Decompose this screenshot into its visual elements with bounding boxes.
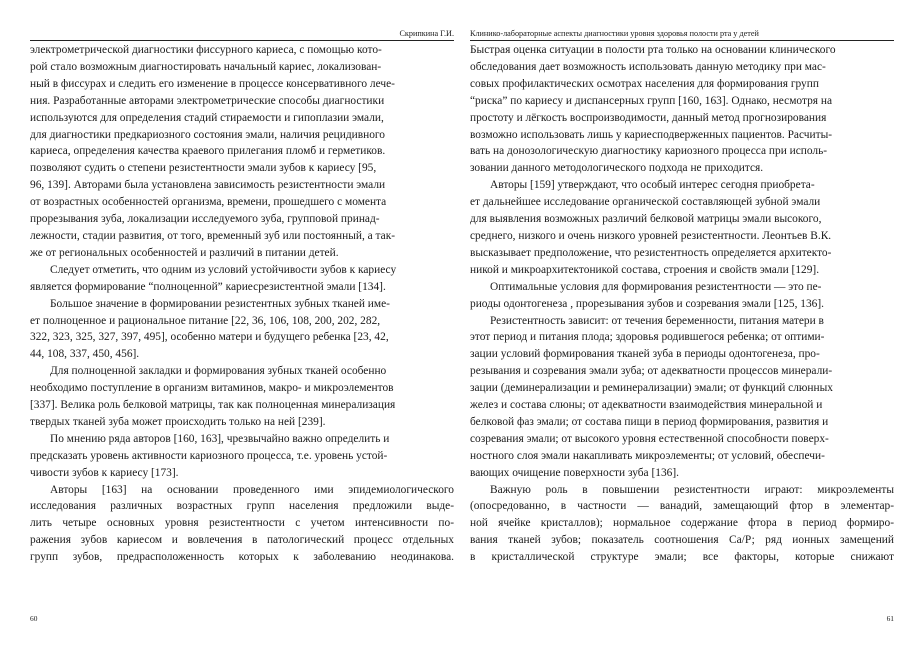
running-head-title: Клинико-лабораторные аспекты диагностики уровня здоровья полости рта у детей <box>470 29 894 41</box>
paragraph: Для полноценной закладки и формирования зубных тканей особенно необходимо поступление в организм витаминов, макро- и микроэлементов [337]. Велика роль белковой матрицы, так как полноценная минерализация твердых тканей зуба может происходить только на ней [239]. <box>30 365 396 428</box>
page-number: 60 <box>30 614 38 623</box>
paragraph: электрометрической диагностики фиссурного кариеса, с помощью кото- рой стало возможным диагностировать начальный кариес, локализован- ный в фиссурах и следить его изменение в процессе консервативного лече- ния. Разработанные авторами электрометрические способы диагностики используются для определения стадий стираемости и гипоплазии эмали, для диагностики предкариозного состояния эмали, наличия рецидивного кариеса, определения качества краевого прилегания пломб и герметиков. позволяют судить о степени резистентности эмали зубов к кариесу [95, 96, 139]. Авторами была установлена зависимость резистентности эмали от возрастных особенностей организма, времени, прошедшего с момента прорезывания зуба, локализации исследуемого зуба, групповой принад- лежности, стадии развития, от того, временный зуб или постоянный, а так- же от региональных особенностей и различий в питании детей. <box>30 44 396 259</box>
paragraph: По мнению ряда авторов [160, 163], чрезвычайно важно определить и предсказать уровень активности кариозного процесса, т.е. уровень устой- чивости зубов к кариесу [173]. <box>30 432 390 479</box>
page-number: 61 <box>886 614 894 623</box>
paragraph: Большое значение в формировании резистентных зубных тканей име- ет полноценное и рациональное питание [22, 36, 106, 108, 200, 202, 282, 322, 323, 325, 327, 397, 495], особенно матери и будущего ребенка [23, 42, 44, 108, 337, 450, 456]. <box>30 297 390 361</box>
paragraph: Резистентность зависит: от течения беременности, питания матери в этот период и питания плода; здоровья родившегося ребенка; от оптими- зации условий формирования тканей зуба в периоды одонтогенеза, про- резывания и созревания эмали зуба; от адекватности процессов минерали- зации (деминерализации и реминерализации) эмали; от функций слюнных желез и состава слюны; от адекватности взаимодействия минеральной и белковой фаз эмали; от состава пищи в период формирования, развития и созревания эмали; от высокого уровня естественной способности поверх- ностного слоя эмали накапливать микроэлементы; от условий, обеспечи- вающих очищение поверхности зуба [136]. <box>470 314 833 479</box>
left-page <box>30 0 454 650</box>
left-page-body <box>30 42 454 566</box>
paragraph: Оптимальные условия для формирования резистентности — это пе- риоды одонтогенеза , прорезывания зубов и созревания эмали [125, 136]. <box>470 280 825 310</box>
paragraph: Авторы [159] утверждают, что особый интерес сегодня приобрета- ет дальнейшее исследование органической составляющей зубной эмали для выявления возможных различий белковой матрицы эмали высокого, среднего, низкого и очень низкого уровней резистентности. Леонтьев В.К. высказывает предположение, что резистентность определяется архитекто- никой и микроархитектоникой состава, строения и свойств эмали [129]. <box>470 179 832 276</box>
running-head-author: Скрипкина Г.И. <box>30 29 454 41</box>
right-page <box>470 0 894 650</box>
paragraph: Важную роль в повышении резистентности играют: микроэлементы (опосредованно, в частности — ванадий, замещающий фтор в элементар- ной ячейке кристаллов); нормальное содержание фтора в период формиро- вания тканей зубов; показатель соотношения Са/Р; ряд ионных замещений в кристаллической структуре эмали; все факторы, которые снижают <box>470 483 894 564</box>
paragraph: Авторы [163] на основании проведенного ими эпидемиологического исследования различных возрастных групп населения предложили выде- лить четыре основных уровня резистентности с учетом интенсивности по- ражения зубов кариесом и вовлечения в патологический процесс отдельных групп зубов, предрасположенность которых к заболеванию неодинакова. <box>30 483 454 564</box>
right-page-body <box>470 42 894 566</box>
paragraph: Быстрая оценка ситуации в полости рта только на основании клинического обследования дает возможность использовать данную методику при мас- совых профилактических осмотрах населения для формирования групп “риска” по кариесу и диспансерных групп [160, 163]. Однако, несмотря на простоту и лёгкость воспроизводимости, данный метод прогнозирования возможно использовать лишь у кариесподверженных пациентов. Расчиты- вать на донозологическую диагностику кариозного процесса при исполь- зовании данного методологического подхода не приходится. <box>470 44 836 175</box>
paragraph: Следует отметить, что одним из условий устойчивости зубов к кариесу является формирование “полноценной” кариесрезистентной эмали [134]. <box>30 263 397 293</box>
